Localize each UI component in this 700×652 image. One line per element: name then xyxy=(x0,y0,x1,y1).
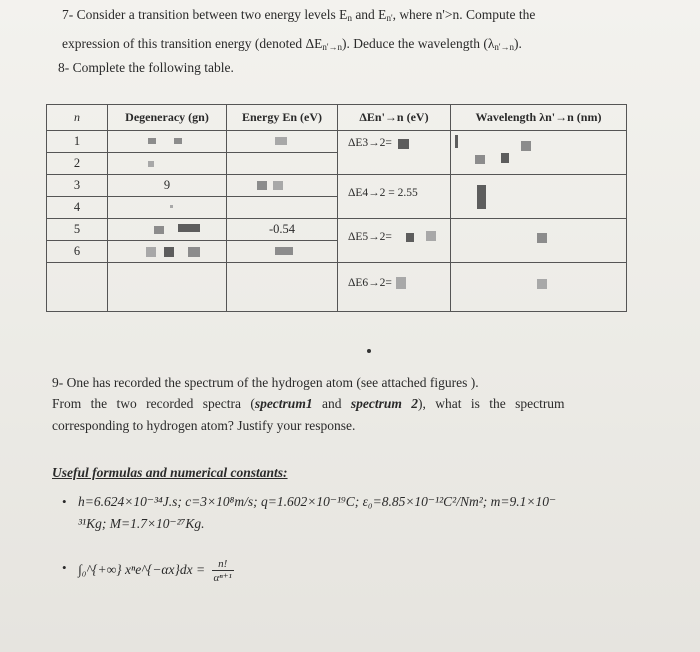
question-9-line2: From the two recorded spectra (spectrum1 and spectrum 2), what is the spectrum xyxy=(52,396,565,411)
question-8: 8- Complete the following table. xyxy=(58,60,234,75)
cell-degeneracy xyxy=(108,131,227,153)
header-degeneracy: Degeneracy (gn) xyxy=(108,105,227,131)
cell-energy: -0.54 xyxy=(227,219,338,241)
question-7-line2: expression of this transition energy (denoted $\Delta E_{n'\to n}$). Deduce the wavelength $(\lambda_{n'\to n})$. xyxy=(62,36,522,52)
cell-wavelength-3-2 xyxy=(451,131,627,175)
cell-degeneracy xyxy=(108,263,227,312)
question-9-line3: corresponding to hydrogen atom? Justify your response. xyxy=(52,418,356,433)
cell-n: 6 xyxy=(47,241,108,263)
table-row xyxy=(47,263,627,312)
table-row xyxy=(47,219,627,241)
cell-energy xyxy=(227,241,338,263)
table-row xyxy=(47,131,627,153)
cell-degeneracy: 9 xyxy=(108,175,227,197)
cell-delta-3-2: ΔE3→2= xyxy=(338,131,451,175)
bullet-icon: • xyxy=(62,560,67,575)
energy-levels-table xyxy=(46,104,627,312)
question-9-line1: 9- One has recorded the spectrum of the hydrogen atom (see attached figures ). xyxy=(52,375,479,390)
cell-degeneracy xyxy=(108,219,227,241)
cell-degeneracy xyxy=(108,241,227,263)
constants-line2: ³¹Kg; M=1.7×10⁻²⁷Kg. xyxy=(78,516,205,531)
cell-n: 1 xyxy=(47,131,108,153)
header-delta-energy: ΔEn'→n (eV) xyxy=(338,105,451,131)
cell-degeneracy xyxy=(108,153,227,175)
cell-n: 4 xyxy=(47,197,108,219)
question-7-line1: 7- Consider a transition between two energy levels $E_n$ and $E_{n'}$, where n'>n. Compute the xyxy=(62,7,536,23)
fraction: $\frac{n!}{\text{αⁿ⁺¹}}$ xyxy=(213,558,232,584)
cell-degeneracy xyxy=(108,197,227,219)
cell-n: 2 xyxy=(47,153,108,175)
bullet-icon: • xyxy=(62,494,67,509)
cell-wavelength-6-2 xyxy=(451,263,627,312)
cell-delta-5-2: ΔE5→2= xyxy=(338,219,451,263)
cell-n xyxy=(47,263,108,312)
cell-delta-6-2: ΔE6→2= xyxy=(338,263,451,312)
cell-n: 3 xyxy=(47,175,108,197)
cell-wavelength-4-2 xyxy=(451,175,627,219)
header-wavelength: Wavelength λn'→n (nm) xyxy=(451,105,627,131)
cell-wavelength-5-2 xyxy=(451,219,627,263)
stray-dot xyxy=(367,349,371,353)
formulas-title: Useful formulas and numerical constants: xyxy=(52,465,288,480)
cell-n: 5 xyxy=(47,219,108,241)
integral-formula: ∫₀^{+∞} xⁿe^{−αx}dx = $\frac{n!}{\text{αⁿ⁺¹}}$ xyxy=(78,558,232,584)
table-row xyxy=(47,175,627,197)
cell-energy xyxy=(227,131,338,153)
cell-energy xyxy=(227,263,338,312)
cell-energy xyxy=(227,197,338,219)
constants-line1: h=6.624×10⁻³⁴J.s; c=3×10⁸m/s; q=1.602×10⁻¹⁹C; ε₀=8.85×10⁻¹²C²/Nm²; m=9.1×10⁻ xyxy=(78,494,557,509)
cell-delta-4-2: ΔE4→2 = 2.55 xyxy=(338,175,451,219)
table-header-row xyxy=(47,105,627,131)
header-energy: Energy En (eV) xyxy=(227,105,338,131)
cell-energy xyxy=(227,153,338,175)
cell-energy xyxy=(227,175,338,197)
header-n: n xyxy=(47,105,108,131)
